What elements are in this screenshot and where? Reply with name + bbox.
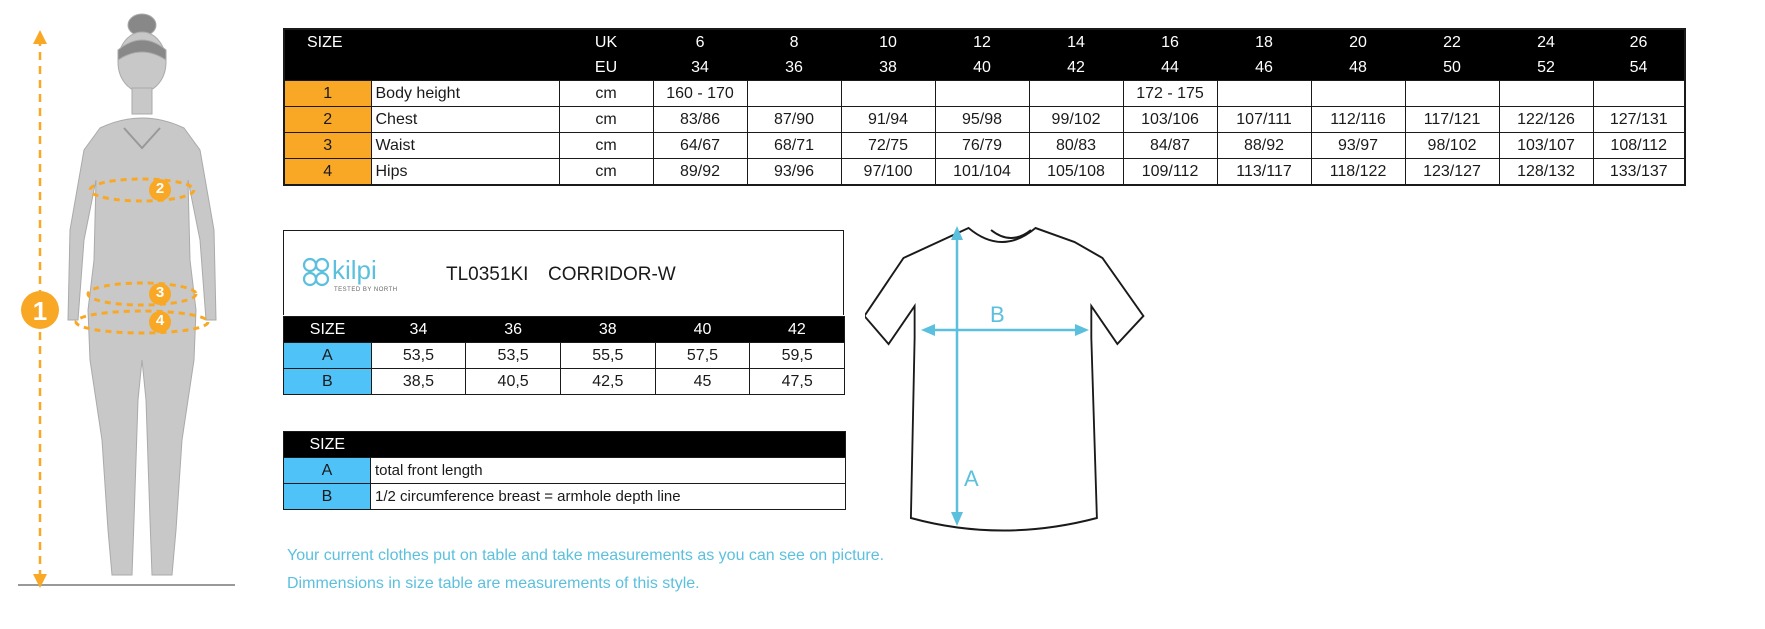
row-label: Hips — [371, 159, 559, 186]
uk-size: 8 — [747, 29, 841, 55]
uk-size: 18 — [1217, 29, 1311, 55]
table-cell: 84/87 — [1123, 133, 1217, 159]
row-label: B — [284, 484, 371, 510]
row-label: A — [284, 343, 372, 369]
marker-3: 3 — [155, 284, 165, 301]
uk-size: 12 — [935, 29, 1029, 55]
table-row — [284, 159, 1685, 186]
table-cell: 76/79 — [935, 133, 1029, 159]
legend-text: total front length — [371, 458, 846, 484]
table-cell: 127/131 — [1593, 107, 1685, 133]
shirt-label-b: B — [990, 302, 1005, 327]
table-cell: 103/107 — [1499, 133, 1593, 159]
table-cell: 108/112 — [1593, 133, 1685, 159]
uk-size: 10 — [841, 29, 935, 55]
table-cell: 72/75 — [841, 133, 935, 159]
table-cell: 122/126 — [1499, 107, 1593, 133]
legend-header-row — [284, 432, 846, 458]
garment-header-row — [284, 317, 845, 343]
row-unit: cm — [559, 107, 653, 133]
table-cell — [1405, 81, 1499, 107]
table-cell — [747, 81, 841, 107]
table-cell: 53,5 — [466, 343, 561, 369]
size-col: 38 — [560, 317, 655, 343]
table-cell: 95/98 — [935, 107, 1029, 133]
table-cell: 53,5 — [371, 343, 466, 369]
table-cell: 40,5 — [466, 369, 561, 395]
table-cell — [1217, 81, 1311, 107]
table-cell: 160 - 170 — [653, 81, 747, 107]
marker-4: 4 — [155, 312, 165, 329]
uk-size: 26 — [1593, 29, 1685, 55]
table-cell: 45 — [655, 369, 750, 395]
note-line-1: Your current clothes put on table and take measurements as you can see on picture. — [287, 547, 885, 564]
legend-text: 1/2 circumference breast = armhole depth line — [371, 484, 846, 510]
row-label: Body height — [371, 81, 559, 107]
row-unit: cm — [559, 81, 653, 107]
row-unit: cm — [559, 159, 653, 186]
eu-size: 46 — [1217, 55, 1311, 81]
eu-size: 52 — [1499, 55, 1593, 81]
uk-size: 6 — [653, 29, 747, 55]
eu-size: 38 — [841, 55, 935, 81]
table-row — [284, 107, 1685, 133]
size-header: SIZE — [284, 317, 372, 343]
eu-size: 42 — [1029, 55, 1123, 81]
uk-size: 20 — [1311, 29, 1405, 55]
table-cell: 117/121 — [1405, 107, 1499, 133]
eu-size: 50 — [1405, 55, 1499, 81]
uk-size: 16 — [1123, 29, 1217, 55]
table-row — [284, 133, 1685, 159]
eu-label: EU — [559, 55, 653, 81]
table-cell: 38,5 — [371, 369, 466, 395]
size-col: 40 — [655, 317, 750, 343]
legend-table — [283, 431, 846, 510]
table-cell — [1593, 81, 1685, 107]
size-header-uk-row — [284, 29, 1685, 55]
product-header — [283, 230, 844, 315]
table-cell — [1029, 81, 1123, 107]
table-cell: 109/112 — [1123, 159, 1217, 186]
eu-size: 54 — [1593, 55, 1685, 81]
table-cell: 80/83 — [1029, 133, 1123, 159]
table-cell: 97/100 — [841, 159, 935, 186]
size-table — [283, 28, 1686, 186]
table-cell — [1499, 81, 1593, 107]
table-cell: 55,5 — [560, 343, 655, 369]
eu-size: 44 — [1123, 55, 1217, 81]
row-label: A — [284, 458, 371, 484]
table-cell — [841, 81, 935, 107]
brand-name: kilpi — [332, 255, 377, 285]
product-name: CORRIDOR-W — [548, 264, 676, 285]
eu-size: 36 — [747, 55, 841, 81]
table-cell — [935, 81, 1029, 107]
table-cell: 105/108 — [1029, 159, 1123, 186]
table-cell: 99/102 — [1029, 107, 1123, 133]
table-row — [284, 484, 846, 510]
table-cell: 118/122 — [1311, 159, 1405, 186]
row-unit: cm — [559, 133, 653, 159]
eu-size: 48 — [1311, 55, 1405, 81]
size-header: SIZE — [284, 29, 559, 55]
table-cell: 123/127 — [1405, 159, 1499, 186]
table-cell — [1311, 81, 1405, 107]
table-cell: 57,5 — [655, 343, 750, 369]
table-cell: 93/97 — [1311, 133, 1405, 159]
table-cell: 93/96 — [747, 159, 841, 186]
table-cell: 98/102 — [1405, 133, 1499, 159]
table-cell: 107/111 — [1217, 107, 1311, 133]
table-cell: 64/67 — [653, 133, 747, 159]
row-number: 3 — [284, 133, 371, 159]
marker-2: 2 — [155, 180, 165, 197]
table-row — [284, 369, 845, 395]
brand-tagline: TESTED BY NORTH — [334, 287, 398, 293]
table-cell: 133/137 — [1593, 159, 1685, 186]
eu-size: 40 — [935, 55, 1029, 81]
uk-size: 22 — [1405, 29, 1499, 55]
table-cell: 91/94 — [841, 107, 935, 133]
table-row — [284, 458, 846, 484]
table-cell: 113/117 — [1217, 159, 1311, 186]
table-cell: 89/92 — [653, 159, 747, 186]
marker-1: 1 — [32, 296, 48, 326]
size-col: 34 — [371, 317, 466, 343]
table-cell: 128/132 — [1499, 159, 1593, 186]
tshirt-diagram — [865, 218, 1150, 538]
row-label: Waist — [371, 133, 559, 159]
size-col: 36 — [466, 317, 561, 343]
eu-size: 34 — [653, 55, 747, 81]
row-number: 4 — [284, 159, 371, 186]
table-cell: 83/86 — [653, 107, 747, 133]
shirt-label-a: A — [964, 466, 979, 491]
uk-size: 24 — [1499, 29, 1593, 55]
size-header: SIZE — [284, 432, 371, 458]
row-number: 1 — [284, 81, 371, 107]
table-row — [284, 343, 845, 369]
table-cell: 172 - 175 — [1123, 81, 1217, 107]
size-header-eu-row — [284, 55, 1685, 81]
product-code: TL0351KI — [446, 264, 529, 285]
table-cell: 68/71 — [747, 133, 841, 159]
note-line-2: Dimmensions in size table are measurements of this style. — [287, 575, 700, 592]
table-cell: 101/104 — [935, 159, 1029, 186]
row-label: Chest — [371, 107, 559, 133]
table-cell: 112/116 — [1311, 107, 1405, 133]
row-label: B — [284, 369, 372, 395]
table-cell: 87/90 — [747, 107, 841, 133]
kilpi-logo-icon — [300, 253, 332, 293]
table-cell: 88/92 — [1217, 133, 1311, 159]
table-cell: 59,5 — [750, 343, 845, 369]
row-number: 2 — [284, 107, 371, 133]
garment-measurement-table — [283, 316, 845, 395]
table-cell: 42,5 — [560, 369, 655, 395]
uk-label: UK — [559, 29, 653, 55]
table-row — [284, 81, 1685, 107]
uk-size: 14 — [1029, 29, 1123, 55]
table-cell: 103/106 — [1123, 107, 1217, 133]
table-cell: 47,5 — [750, 369, 845, 395]
size-col: 42 — [750, 317, 845, 343]
